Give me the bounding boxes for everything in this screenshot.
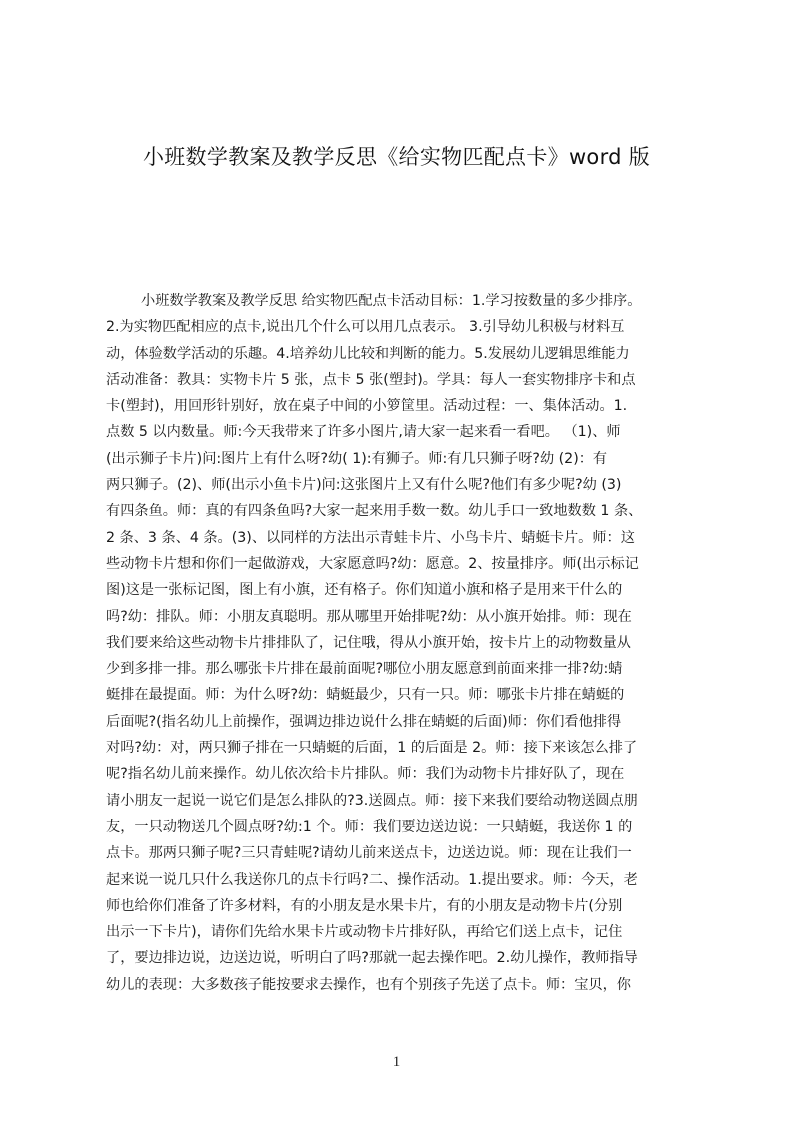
- body-line: 有四条鱼。师：真的有四条鱼吗?大家一起来用手数一数。幼儿手口一致地数数 1 条、: [106, 503, 643, 520]
- body-line: 幼儿的表现：大多数孩子能按要求去操作，也有个别孩子先送了点卡。师：宝贝，你: [106, 976, 631, 993]
- body-line: 对吗?幼：对，两只狮子排在一只蜻蜓的后面，1 的后面是 2。师：接下来该怎么排了: [106, 740, 638, 757]
- body-line: 师也给你们准备了许多材料，有的小朋友是水果卡片，有的小朋友是动物卡片(分别: [106, 897, 623, 914]
- body-line: 友，一只动物送几个圆点呀?幼:1 个。师：我们要边送边说：一只蜻蜓，我送你 1 的: [106, 818, 633, 835]
- body-line: 图)这是一张标记图，图上有小旗，还有格子。你们知道小旗和格子是用来干什么的: [106, 582, 623, 599]
- body-line: 小班数学教案及教学反思 给实物匹配点卡活动目标：1.学习按数量的多少排序。: [141, 293, 642, 309]
- body-line: 点数 5 以内数量。师:今天我带来了许多小图片,请大家一起来看一看吧。 （1)、师: [106, 424, 621, 441]
- body-line: 点卡。那两只狮子呢?三只青蛙呢?请幼儿前来送点卡，边送边说。师：现在让我们一: [106, 845, 632, 862]
- body-line: 2.为实物匹配相应的点卡,说出几个什么可以用几点表示。 3.引导幼儿积极与材料互: [106, 319, 625, 336]
- body-line: 出示一下卡片)，请你们先给水果卡片或动物卡片排好队，再给它们送上点卡，记住: [106, 924, 623, 941]
- body-line: 我们要来给这些动物卡片排排队了，记住哦，得从小旗开始，按卡片上的动物数量从: [106, 634, 631, 651]
- body-line: 2 条、3 条、4 条。(3)、以同样的方法出示青蛙卡片、小鸟卡片、蜻蜓卡片。师：这: [106, 529, 635, 546]
- body-line: 蜓排在最提面。师：为什么呀?幼：蜻蜓最少，只有一只。师：哪张卡片排在蜻蜓的: [106, 687, 625, 704]
- document-body: [106, 288, 700, 1013]
- body-line: 少到多排一排。那么哪张卡片排在最前面呢?哪位小朋友愿意到前面来排一排?幼:蜻: [106, 661, 623, 678]
- body-line: 请小朋友一起说一说它们是怎么排队的?3.送圆点。师：接下来我们要给动物送圆点朋: [106, 792, 638, 809]
- body-line: 呢?指名幼儿前来操作。幼儿依次给卡片排队。师：我们为动物卡片排好队了，现在: [106, 766, 625, 783]
- body-line: 吗?幼：排队。师：小朋友真聪明。那从哪里开始排呢?幼：从小旗开始排。师：现在: [106, 608, 632, 625]
- body-line: 后面呢?(指名幼儿上前操作，强调边排边说什么排在蜻蜓的后面)师：你们看他排得: [106, 713, 622, 730]
- body-line: 卡(塑封)，用回形针别好，放在桌子中间的小箩筐里。活动过程：一、集体活动。1.: [106, 398, 628, 415]
- page-number: 1: [392, 1054, 401, 1070]
- body-line: 动，体验数学活动的乐趣。4.培养幼儿比较和判断的能力。5.发展幼儿逻辑思维能力: [106, 345, 630, 362]
- body-line: 些动物卡片想和你们一起做游戏，大家愿意吗?幼：愿意。2、按量排序。师(出示标记: [106, 555, 639, 572]
- body-line: (出示狮子卡片)问:图片上有什么呀?幼( 1):有狮子。师:有几只狮子呀?幼 (2)：有: [106, 450, 608, 467]
- body-line: 了，要边排边说，边送边说，听明白了吗?那就一起去操作吧。2.幼儿操作，教师指导: [106, 950, 638, 967]
- body-line: 起来说一说几只什么我送你几的点卡行吗?二、操作活动。1.提出要求。师：今天，老: [106, 871, 638, 888]
- body-line: 活动准备：教具：实物卡片 5 张，点卡 5 张(塑封)。学具：每人一套实物排序卡和点: [106, 371, 636, 388]
- document-title: 小班数学教案及教学反思《给实物匹配点卡》word 版: [142, 145, 651, 169]
- body-line: 两只狮子。(2)、师(出示小鱼卡片)问:这张图片上又有什么呢?他们有多少呢?幼 (3): [106, 477, 622, 494]
